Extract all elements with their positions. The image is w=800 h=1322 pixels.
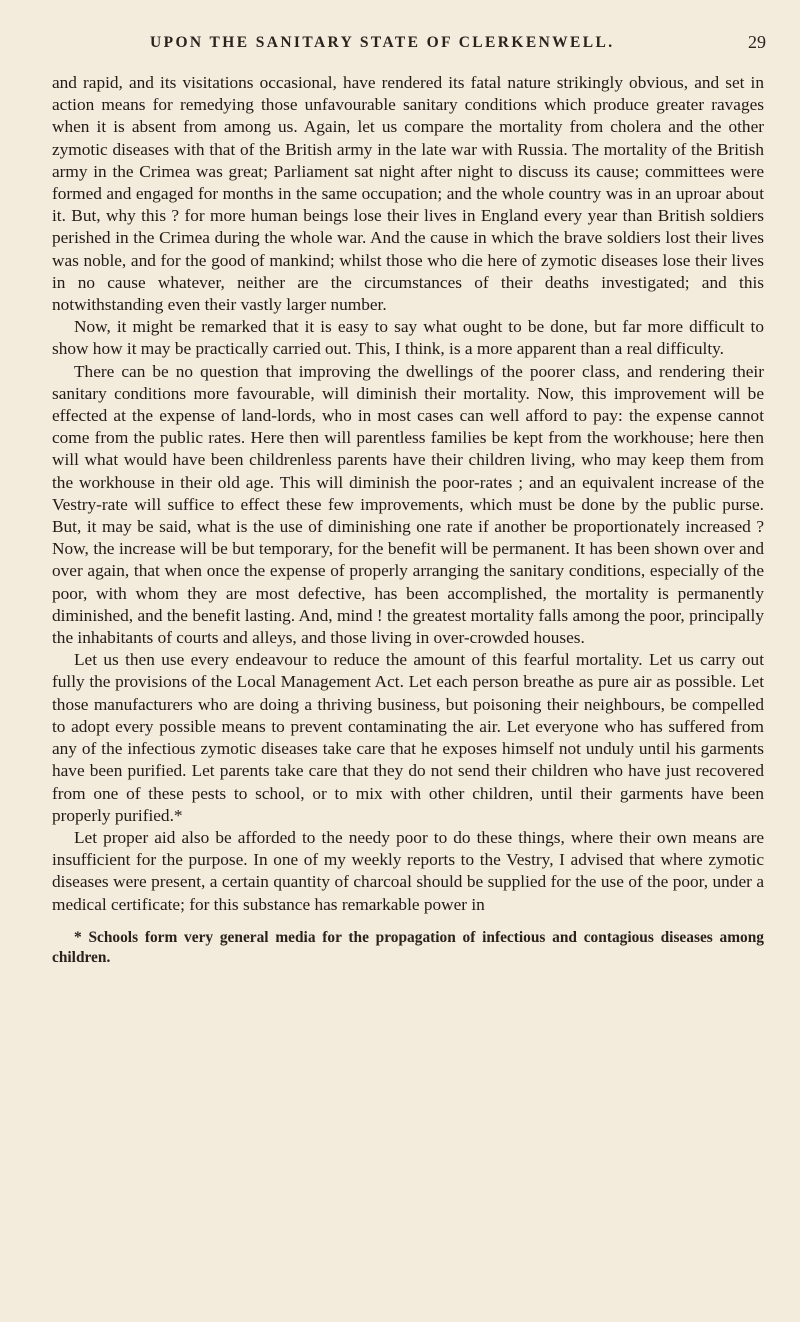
paragraph-improving-dwellings: There can be no question that improving the dwellings of the poorer class, and rendering their sanitary conditions more favourable, will diminish their mortality. Now, this improvement will be effected at the expense of land-lords, who in most cases can well afford to pay: the expense cannot come from the public rates. Here then will parentless families be kept from the workhouse; here then will what would have been childrenless parents have their children living, who may keep them from the workhouse in their old age. This will diminish the poor-rates ; and an equivalent increase of the Vestry-rate will suffice to effect these few improvements, which must be done by the public purse. But, it may be said, what is the use of diminishing one rate if another be proportionately increased ? Now, the increase will be but temporary, for the benefit will be permanent. It has been shown over and over again, that when once the expense of properly arranging the sanitary conditions, especially of the poor, with whom they are most defective, has been accomplished, the mortality is permanently diminished, and the benefit lasting. And, mind ! the greatest mortality falls among the poor, principally the inhabitants of courts and alleys, and those living in over-crowded houses. bbox=[52, 361, 764, 648]
book-page bbox=[52, 32, 764, 983]
paragraph-continuation: and rapid, and its visitations occasional, have rendered its fatal nature strikingly obvious, and set in action means for remedying those unfavourable sanitary conditions which produce greater ravages when it is absent from among us. Again, let us compare the mortality from cholera and the other zymotic diseases with that of the British army in the late war with Russia. The mortality of the British army in the Crimea was great; Parliament sat night after night to discuss its cause; committees were formed and engaged for months in the same occupation; and the whole country was in an uproar about it. But, why this ? for more human beings lose their lives in England every year than British soldiers perished in the Crimea during the whole war. And the cause in which the brave soldiers lost their lives was noble, and for the good of mankind; whilst those who die here of zymotic diseases lose their lives in no cause whatever, neither are the circumstances of their deaths investigated; and this notwithstanding even their vastly larger number. bbox=[52, 73, 764, 315]
paragraph-aid-needy-poor: Let proper aid also be afforded to the needy poor to do these things, where their own means are insufficient for the purpose. In one of my weekly reports to the Vestry, I advised that where zymotic diseases were present, a certain quantity of charcoal should be supplied for the use of the poor, under a medical certificate; for this substance has remarkable power in bbox=[52, 827, 764, 914]
footnote: * Schools form very general media for the propagation of infectious and contagious diseases among children. bbox=[52, 928, 764, 966]
body-text bbox=[52, 72, 764, 916]
page-header bbox=[52, 32, 764, 62]
paragraph-reduce-mortality: Let us then use every endeavour to reduce the amount of this fearful mortality. Let us carry out fully the provisions of the Local Management Act. Let each person breathe as pure air as possible. Let those manufacturers who are doing a thriving business, but poisoning their neighbours, be compelled to adopt every possible means to prevent contaminating the air. Let everyone who has suffered from any of the infectious zymotic diseases take care that he exposes himself not unduly until his garments have been purified. Let parents take care that they do not send their children who have just recovered from one of these pests to school, or to mix with other children, until their garments have been properly purified.* bbox=[52, 650, 764, 825]
paragraph-practical-difficulty: Now, it might be remarked that it is easy to say what ought to be done, but far more difficult to show how it may be practically carried out. This, I think, is a more apparent than a real difficulty. bbox=[52, 317, 764, 359]
running-head: UPON THE SANITARY STATE OF CLERKENWELL. bbox=[150, 34, 615, 51]
page-number: 29 bbox=[748, 32, 766, 52]
